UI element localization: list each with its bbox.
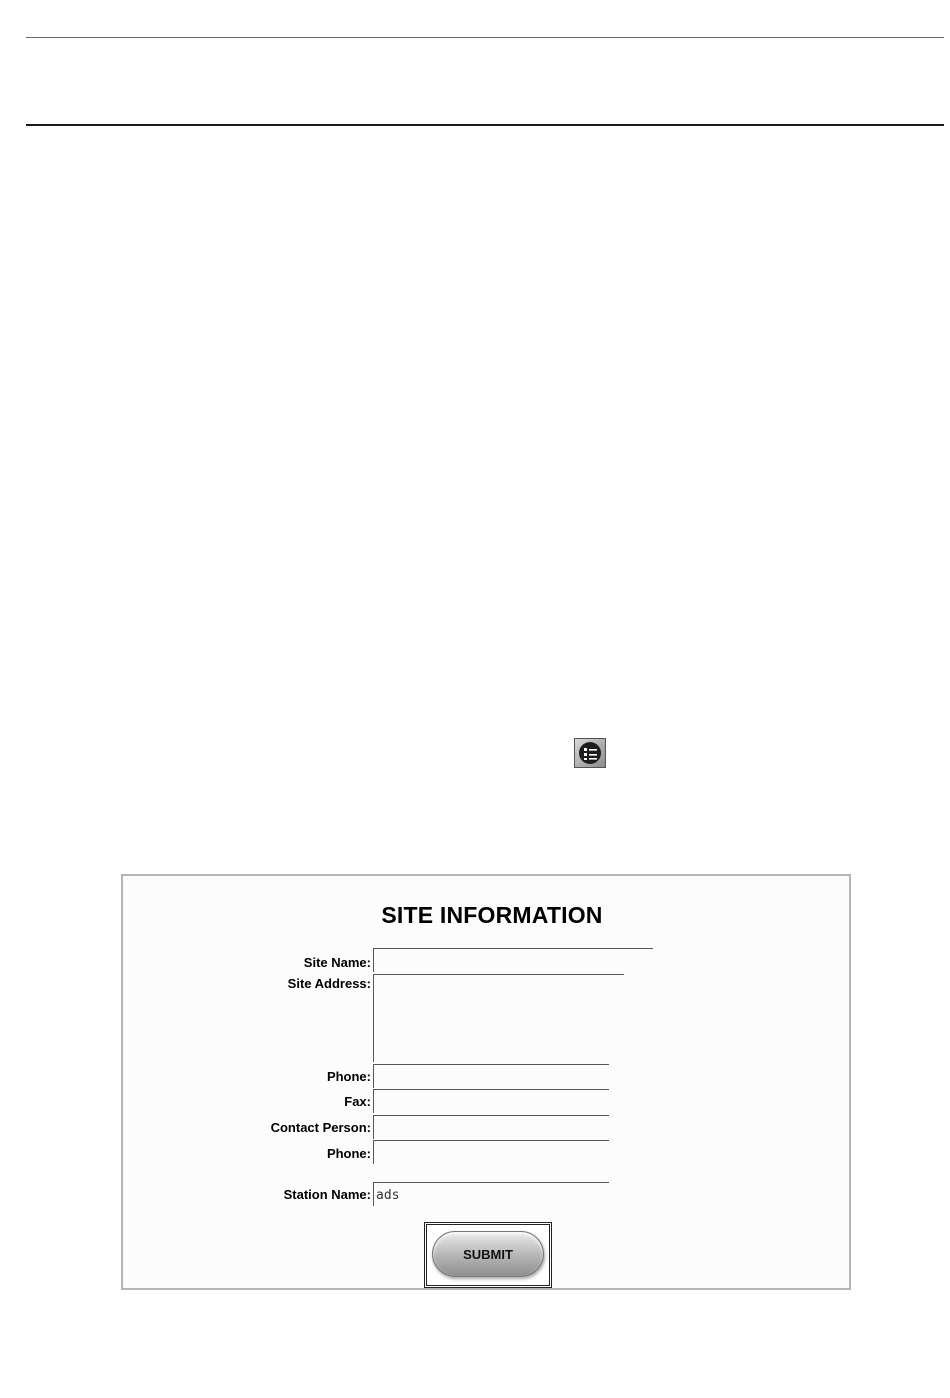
phone-label: Phone: — [326, 1069, 371, 1084]
list-icon — [574, 738, 606, 768]
site-information-form — [121, 874, 851, 1290]
site-name-input[interactable] — [373, 948, 653, 972]
fax-input[interactable] — [373, 1089, 609, 1113]
contact-person-input[interactable] — [373, 1115, 609, 1139]
top-divider — [26, 37, 944, 38]
site-address-label: Site Address: — [287, 976, 371, 991]
contact-phone-input[interactable] — [373, 1140, 609, 1164]
contact-phone-label: Phone: — [326, 1146, 371, 1161]
phone-input[interactable] — [373, 1064, 609, 1088]
station-name-input[interactable] — [373, 1182, 609, 1206]
form-title: SITE INFORMATION — [381, 902, 603, 928]
submit-frame — [424, 1222, 552, 1288]
fax-label: Fax: — [344, 1094, 371, 1109]
contact-person-label: Contact Person: — [270, 1120, 371, 1135]
site-name-label: Site Name: — [303, 955, 371, 970]
header-divider — [26, 124, 944, 126]
station-name-label: Station Name: — [283, 1187, 371, 1202]
submit-button[interactable]: SUBMIT — [432, 1231, 544, 1277]
site-address-input[interactable] — [373, 974, 624, 1062]
